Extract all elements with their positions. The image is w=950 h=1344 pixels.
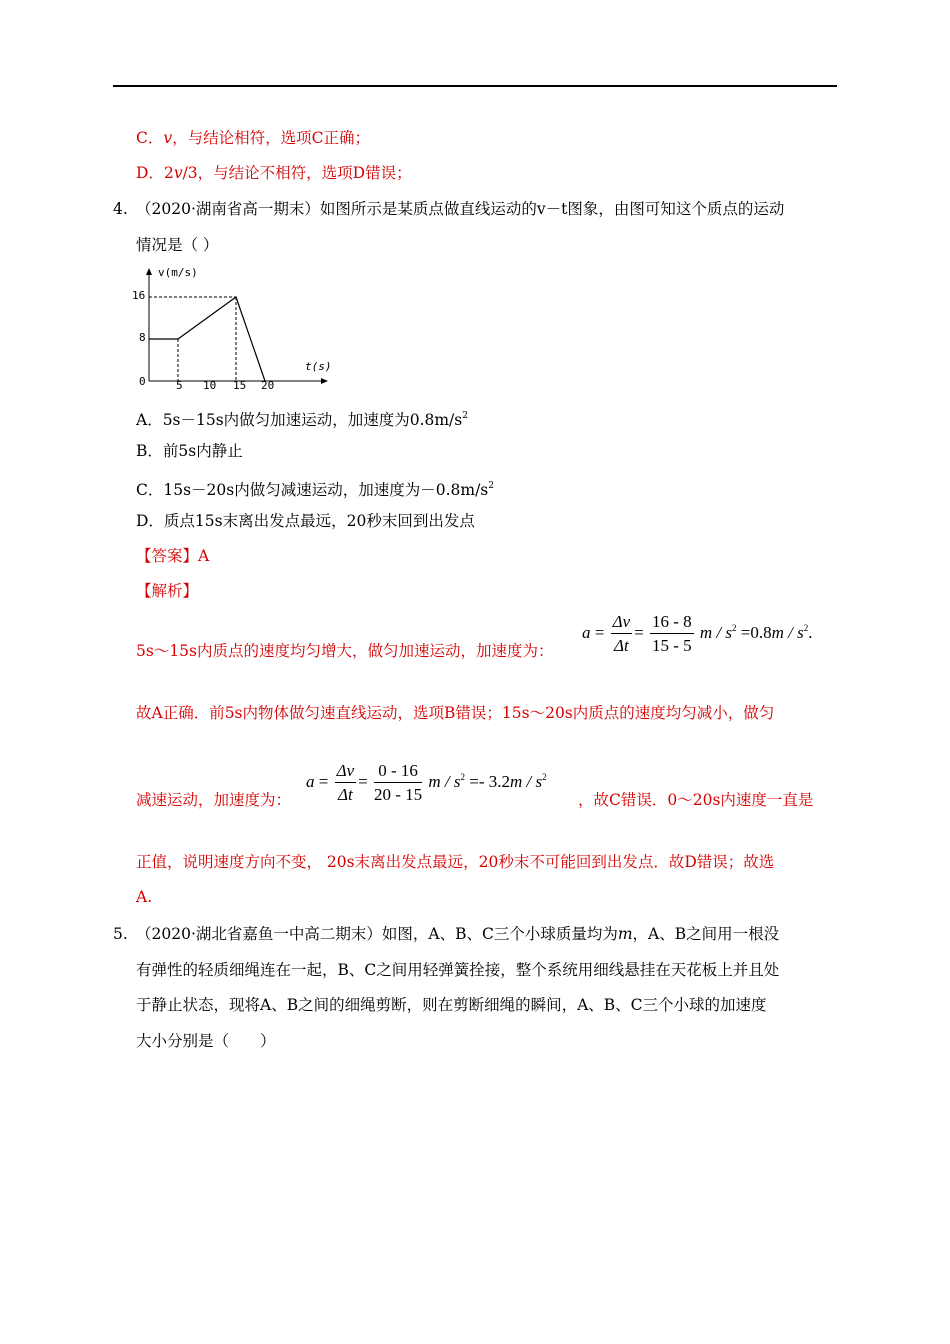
analysis-line2: 故A正确．前5s内物体做匀速直线运动，选项B错误；15s～20s内质点的速度均匀减小，做匀 [136, 704, 775, 722]
q4-answer: 【答案】A [136, 547, 210, 565]
analysis-line3b: ，故C错误．0～20s内速度一直是 [578, 791, 814, 809]
q4-analysis-heading: 【解析】 [136, 582, 199, 600]
q5-number: 5. [113, 925, 128, 943]
q4-number: 4. [113, 200, 128, 218]
analysis-line3a: 减速运动，加速度为： [136, 791, 292, 809]
q4-stem-line1: （2020·湖南省高一期末）如图所示是某质点做直线运动的v－t图象，由图可知这个质点的运动 [136, 200, 785, 218]
formula-1: a = $\frac{\Delta v}{\Delta t}$ = $\frac{16 - 8}{15 - 5}$ $m / s^2 =0.8m / s^2$. [582, 612, 813, 655]
q4-option-c: C．15s－20s内做匀减速运动，加速度为$-0.8m/s^2$ [136, 481, 494, 499]
graph-xlabel: t(s) [305, 360, 332, 373]
q4-option-a: A．5s－15s内做匀加速运动，加速度为$0.8m/s^2$ [136, 411, 468, 429]
q5-line1: （2020·湖北省嘉鱼一中高二期末）如图，A、B、C三个小球质量均为m，A、B之间用一根没 [136, 925, 780, 943]
graph-ytick-0: 0 [139, 375, 146, 388]
formula-2: a = $\frac{\Delta v}{\Delta t}$ = $\frac{0 - 16}{20 - 15}$ $m / s^2 =- 3.2m / s^2$ [306, 761, 547, 804]
q5-line4: 大小分别是（ ） [136, 1032, 276, 1050]
graph-xtick-15: 15 [233, 379, 247, 392]
graph-xtick-20: 20 [261, 379, 275, 392]
prev-option-d: D．2v/3，与结论不相符，选项D错误； [136, 164, 412, 182]
graph-series-line [149, 297, 265, 381]
q4-option-d: D．质点15s末离出发点最远，20秒末回到出发点 [136, 512, 475, 530]
graph-y-arrow [146, 268, 152, 275]
analysis-line4: 正值，说明速度方向不变， 20s末离出发点最远，20秒末不可能回到出发点．故D错误；故选 [136, 853, 775, 871]
graph-xtick-5: 5 [176, 379, 183, 392]
prev-option-c: C．v，与结论相符，选项C正确； [136, 129, 371, 147]
q4-option-b: B．前5s内静止 [136, 442, 243, 460]
header-rule [113, 85, 837, 87]
graph-xtick-10: 10 [203, 379, 217, 392]
analysis-line1: 5s～15s内质点的速度均匀增大，做匀加速运动，加速度为： [136, 642, 554, 660]
graph-x-arrow [321, 378, 328, 384]
q5-line3: 于静止状态，现将A、B之间的细绳剪断，则在剪断细绳的瞬间，A、B、C三个小球的加速度 [136, 996, 767, 1014]
q4-stem-line2: 情况是（ ） [136, 236, 219, 254]
analysis-line5: A. [136, 888, 153, 906]
graph-ytick-8: 8 [139, 331, 146, 344]
q5-line2: 有弹性的轻质细绳连在一起，B、C之间用轻弹簧拴接，整个系统用细线悬挂在天花板上并且处 [136, 961, 780, 979]
graph-ytick-16: 16 [132, 289, 146, 302]
graph-ylabel: v(m/s) [158, 266, 198, 279]
vt-graph [128, 262, 333, 392]
